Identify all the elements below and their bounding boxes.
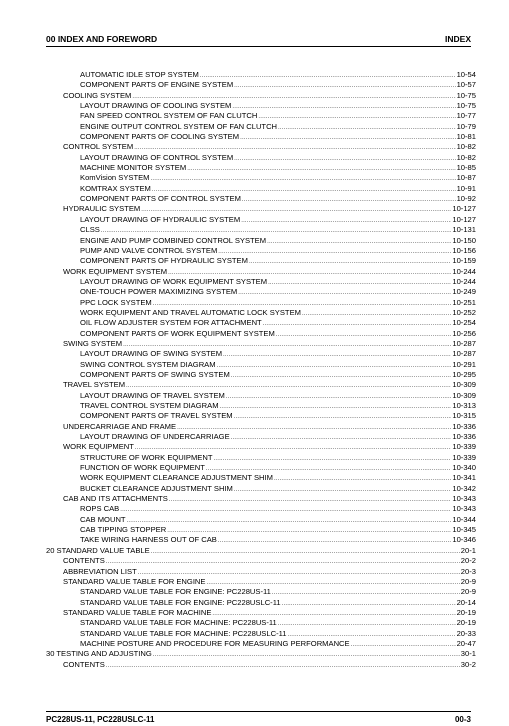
toc-entry-title: 20 STANDARD VALUE TABLE [46, 545, 150, 555]
toc-entry-title: WORK EQUIPMENT CLEARANCE ADJUSTMENT SHIM [80, 473, 273, 483]
toc-entry[interactable] [46, 546, 476, 556]
dot-leader [302, 309, 451, 319]
toc-entry[interactable] [46, 339, 476, 349]
toc-entry[interactable] [46, 577, 476, 587]
toc-entry-page: 10-81 [456, 132, 476, 142]
toc-entry[interactable] [46, 246, 476, 256]
toc-entry-title: WORK EQUIPMENT [63, 442, 134, 452]
dot-leader [263, 319, 452, 329]
toc-entry[interactable] [46, 525, 476, 535]
page-footer [46, 714, 471, 724]
toc-entry-title: HYDRAULIC SYSTEM [63, 204, 141, 214]
toc-entry-title: COMPONENT PARTS OF HYDRAULIC SYSTEM [80, 256, 248, 266]
toc-entry[interactable] [46, 256, 476, 266]
toc-entry-page: 10-291 [452, 359, 476, 369]
toc-entry[interactable] [46, 215, 476, 225]
toc-entry[interactable] [46, 567, 476, 577]
dot-leader [218, 247, 451, 257]
toc-entry-title: COMPONENT PARTS OF WORK EQUIPMENT SYSTEM [80, 328, 275, 338]
toc-entry-page: 20-9 [460, 576, 476, 586]
toc-entry-page: 10-295 [452, 369, 476, 379]
dot-leader [234, 485, 451, 495]
dot-leader [213, 454, 451, 464]
toc-entry-title: LAYOUT DRAWING OF CONTROL SYSTEM [80, 152, 234, 162]
dot-leader [220, 402, 452, 412]
toc-entry[interactable] [46, 142, 476, 152]
toc-entry-title: LAYOUT DRAWING OF HYDRAULIC SYSTEM [80, 214, 241, 224]
toc-entry-title: WORK EQUIPMENT SYSTEM [63, 266, 168, 276]
toc-entry-title: OIL FLOW ADJUSTER SYSTEM FOR ATTACHMENT [80, 318, 262, 328]
toc-entry-title: ENGINE OUTPUT CONTROL SYSTEM OF FAN CLUTCH [80, 121, 278, 131]
toc-entry[interactable] [46, 432, 476, 442]
toc-entry-page: 10-244 [452, 276, 476, 286]
dot-leader [200, 71, 456, 81]
toc-entry[interactable] [46, 173, 476, 183]
dot-leader [282, 599, 456, 609]
toc-entry-page: 10-75 [456, 90, 476, 100]
toc-entry-title: LAYOUT DRAWING OF UNDERCARRIAGE [80, 432, 230, 442]
toc-entry-title: PUMP AND VALVE CONTROL SYSTEM [80, 245, 218, 255]
toc-entry[interactable] [46, 401, 476, 411]
toc-entry-title: STANDARD VALUE TABLE FOR MACHINE: PC228US-11 [80, 618, 277, 628]
toc-entry-title: STANDARD VALUE TABLE FOR ENGINE [63, 576, 206, 586]
toc-entry-title: BUCKET CLEARANCE ADJUSTMENT SHIM [80, 483, 233, 493]
dot-leader [249, 257, 451, 267]
toc-entry[interactable] [46, 618, 476, 628]
toc-entry-page: 10-82 [456, 142, 476, 152]
toc-entry-page: 10-85 [456, 163, 476, 173]
toc-entry[interactable] [46, 194, 476, 204]
dot-leader [272, 588, 460, 598]
toc-entry[interactable] [46, 236, 476, 246]
toc-entry-title: LAYOUT DRAWING OF TRAVEL SYSTEM [80, 390, 225, 400]
header-rule [46, 46, 471, 47]
dot-leader [217, 361, 452, 371]
toc-entry[interactable] [46, 629, 476, 639]
dot-leader [242, 195, 456, 205]
toc-entry-page: 10-287 [452, 349, 476, 359]
toc-entry-title: CAB TIPPING STOPPER [80, 525, 167, 535]
toc-entry-page: 10-340 [452, 463, 476, 473]
toc-entry-title: COOLING SYSTEM [63, 90, 132, 100]
toc-entry-title: CAB MOUNT [80, 514, 126, 524]
toc-entry[interactable] [46, 360, 476, 370]
toc-entry-title: 30 TESTING AND ADJUSTING [46, 649, 152, 659]
toc-entry-page: 10-75 [456, 101, 476, 111]
toc-entry-page: 20-9 [460, 587, 476, 597]
toc-entry-title: SWING CONTROL SYSTEM DIAGRAM [80, 359, 216, 369]
toc-entry[interactable] [46, 349, 476, 359]
dot-leader [351, 640, 456, 650]
dot-leader [226, 392, 451, 402]
toc-entry-page: 10-156 [452, 245, 476, 255]
toc-entry[interactable] [46, 132, 476, 142]
toc-entry-page: 20-33 [456, 628, 476, 638]
toc-entry-page: 20-1 [460, 545, 476, 555]
toc-entry-page: 10-57 [456, 80, 476, 90]
toc-entry-title: FAN SPEED CONTROL SYSTEM OF FAN CLUTCH [80, 111, 258, 121]
toc-entry-page: 10-309 [452, 390, 476, 400]
toc-entry[interactable] [46, 463, 476, 473]
toc-entry-title: LAYOUT DRAWING OF WORK EQUIPMENT SYSTEM [80, 276, 268, 286]
toc-entry[interactable] [46, 370, 476, 380]
toc-entry-title: STANDARD VALUE TABLE FOR ENGINE: PC228USLC-11 [80, 597, 281, 607]
dot-leader [151, 547, 460, 557]
toc-entry-page: 10-87 [456, 173, 476, 183]
toc-entry-title: TAKE WIRING HARNESS OUT OF CAB [80, 535, 217, 545]
toc-entry-page: 10-77 [456, 111, 476, 121]
toc-entry[interactable] [46, 473, 476, 483]
toc-entry-page: 10-91 [456, 183, 476, 193]
dot-leader [120, 505, 451, 515]
toc-entry-page: 20-19 [456, 618, 476, 628]
dot-leader [258, 112, 455, 122]
toc-entry-page: 10-244 [452, 266, 476, 276]
toc-entry-title: TRAVEL CONTROL SYSTEM DIAGRAM [80, 401, 219, 410]
toc-entry-title: COMPONENT PARTS OF COOLING SYSTEM [80, 132, 240, 142]
toc-entry-page: 10-309 [452, 380, 476, 390]
dot-leader [231, 371, 452, 381]
dot-leader [151, 174, 456, 184]
toc-entry-page: 10-344 [452, 514, 476, 524]
toc-entry-title: ONE-TOUCH POWER MAXIMIZING SYSTEM [80, 287, 238, 297]
toc-entry[interactable] [46, 225, 476, 235]
toc-entry-page: 10-79 [456, 121, 476, 131]
toc-entry[interactable] [46, 442, 476, 452]
dot-leader [238, 288, 451, 298]
toc-entry-title: AUTOMATIC IDLE STOP SYSTEM [80, 70, 199, 79]
toc-entry[interactable] [46, 494, 476, 504]
toc-entry[interactable] [46, 422, 476, 432]
toc-entry-title: PPC LOCK SYSTEM [80, 297, 152, 307]
toc-entry-title: STANDARD VALUE TABLE FOR MACHINE: PC228USLC-11 [80, 628, 287, 638]
toc-entry-title: LAYOUT DRAWING OF COOLING SYSTEM [80, 101, 232, 111]
dot-leader [234, 154, 455, 164]
footer-model-label: PC228US-11, PC228USLC-11 [46, 714, 155, 724]
dot-leader [169, 495, 452, 505]
toc-entry-page: 10-131 [452, 225, 476, 235]
toc-entry[interactable] [46, 101, 476, 111]
dot-leader [106, 557, 460, 567]
toc-entry[interactable] [46, 153, 476, 163]
toc-entry-title: COMPONENT PARTS OF ENGINE SYSTEM [80, 80, 234, 90]
header-index-label: INDEX [445, 34, 471, 44]
toc-entry-title: KOMTRAX SYSTEM [80, 183, 151, 193]
dot-leader [234, 412, 452, 422]
toc-entry[interactable] [46, 535, 476, 545]
toc-entry-page: 10-343 [452, 494, 476, 504]
toc-entry-page: 10-254 [452, 318, 476, 328]
dot-leader [278, 619, 456, 629]
toc-entry-title: STANDARD VALUE TABLE FOR ENGINE: PC228US-11 [80, 587, 271, 597]
toc-entry-page: 10-251 [452, 297, 476, 307]
dot-leader [153, 650, 460, 660]
toc-entry[interactable] [46, 329, 476, 339]
toc-entry-page: 10-127 [452, 214, 476, 224]
toc-entry[interactable] [46, 639, 476, 649]
toc-entry-title: MACHINE MONITOR SYSTEM [80, 163, 187, 173]
toc-entry-page: 10-150 [452, 235, 476, 245]
toc-entry-page: 10-256 [452, 328, 476, 338]
toc-entry-title: TRAVEL SYSTEM [63, 380, 126, 390]
toc-entry[interactable] [46, 298, 476, 308]
toc-entry-page: 20-3 [460, 566, 476, 576]
toc-entry-title: KomVision SYSTEM [80, 173, 150, 183]
toc-entry-title: ABBREVIATION LIST [63, 566, 137, 576]
toc-entry[interactable] [46, 649, 476, 659]
toc-entry[interactable] [46, 598, 476, 608]
toc-entry-page: 20-14 [456, 597, 476, 607]
toc-entry-title: ENGINE AND PUMP COMBINED CONTROL SYSTEM [80, 235, 267, 245]
header-section-title: 00 INDEX AND FOREWORD [46, 34, 158, 44]
toc-entry-page: 10-336 [452, 421, 476, 431]
toc-entry[interactable] [46, 267, 476, 277]
toc-entry-title: WORK EQUIPMENT AND TRAVEL AUTOMATIC LOCK SYSTEM [80, 307, 301, 317]
dot-leader [234, 81, 455, 91]
toc-entry[interactable] [46, 184, 476, 194]
toc-entry[interactable] [46, 287, 476, 297]
toc-entry-page: 10-252 [452, 307, 476, 317]
toc-entry-page: 10-315 [452, 411, 476, 421]
dot-leader [187, 164, 455, 174]
dot-leader [127, 516, 452, 526]
toc-entry-page: 10-287 [452, 338, 476, 348]
toc-entry-page: 10-342 [452, 483, 476, 493]
toc-entry-title: LAYOUT DRAWING OF SWING SYSTEM [80, 349, 223, 359]
toc-entry-title: MACHINE POSTURE AND PROCEDURE FOR MEASURING PERFORMANCE [80, 638, 350, 648]
toc-entry-page: 30-1 [460, 649, 476, 659]
dot-leader [241, 216, 451, 226]
toc-entry-title: UNDERCARRIAGE AND FRAME [63, 421, 177, 431]
toc-entry[interactable] [46, 111, 476, 121]
toc-entry-page: 10-159 [452, 256, 476, 266]
toc-entry[interactable] [46, 453, 476, 463]
toc-entry[interactable] [46, 80, 476, 90]
toc-entry-page: 10-341 [452, 473, 476, 483]
toc-entry[interactable] [46, 70, 476, 80]
toc-entry[interactable] [46, 391, 476, 401]
toc-entry-title: CLSS [80, 225, 100, 235]
toc-entry[interactable] [46, 308, 476, 318]
footer-rule [46, 711, 471, 712]
toc-entry-page: 10-249 [452, 287, 476, 297]
toc-entry[interactable] [46, 380, 476, 390]
toc-entry-title: ROPS CAB [80, 504, 120, 514]
toc-entry-title: CONTROL SYSTEM [63, 142, 134, 152]
toc-entry-page: 10-92 [456, 194, 476, 204]
dot-leader [276, 330, 452, 340]
toc-entry[interactable] [46, 204, 476, 214]
toc-entry[interactable] [46, 504, 476, 514]
toc-entry[interactable] [46, 608, 476, 618]
toc-entry[interactable] [46, 587, 476, 597]
toc-entry-page: 10-313 [452, 401, 476, 410]
dot-leader [278, 123, 456, 133]
dot-leader [268, 278, 451, 288]
dot-leader [267, 237, 451, 247]
dot-leader [274, 474, 451, 484]
toc-entry-page: 10-82 [456, 152, 476, 162]
dot-leader [223, 350, 451, 360]
toc-entry-title: COMPONENT PARTS OF CONTROL SYSTEM [80, 194, 241, 204]
toc-entry-page: 10-336 [452, 432, 476, 442]
toc-entry-title: STANDARD VALUE TABLE FOR MACHINE [63, 607, 212, 617]
toc-entry-page: 10-127 [452, 204, 476, 214]
toc-entry-page: 20-47 [456, 638, 476, 648]
dot-leader [232, 102, 455, 112]
toc-entry-title: CONTENTS [63, 659, 105, 669]
toc-entry[interactable] [46, 122, 476, 132]
toc-entry[interactable] [46, 91, 476, 101]
toc-entry-page: 10-339 [452, 452, 476, 462]
footer-page-number: 00-3 [454, 714, 471, 724]
toc-entry-page: 10-339 [452, 442, 476, 452]
toc-entry[interactable] [46, 411, 476, 421]
toc-entry-title: SWING SYSTEM [63, 338, 123, 348]
toc-entry[interactable] [46, 556, 476, 566]
toc-entry-title: CAB AND ITS ATTACHMENTS [63, 494, 168, 504]
toc-entry-page: 20-19 [456, 607, 476, 617]
toc-entry-page: 30-2 [460, 659, 476, 669]
toc-entry-page: 20-2 [460, 556, 476, 566]
dot-leader [106, 661, 460, 671]
toc-entry[interactable] [46, 318, 476, 328]
toc-entry-title: COMPONENT PARTS OF TRAVEL SYSTEM [80, 411, 233, 421]
toc-entry-title: FUNCTION OF WORK EQUIPMENT [80, 463, 205, 473]
toc-entry-title: STRUCTURE OF WORK EQUIPMENT [80, 452, 213, 462]
toc-entry[interactable] [46, 660, 476, 670]
table-of-contents [46, 70, 476, 670]
toc-entry-page: 10-343 [452, 504, 476, 514]
toc-entry-title: CONTENTS [63, 556, 105, 566]
toc-entry[interactable] [46, 515, 476, 525]
toc-entry[interactable] [46, 163, 476, 173]
dot-leader [240, 133, 455, 143]
toc-entry-page: 10-345 [452, 525, 476, 535]
toc-entry[interactable] [46, 277, 476, 287]
page-header [46, 30, 471, 44]
toc-entry[interactable] [46, 484, 476, 494]
toc-entry-title: COMPONENT PARTS OF SWING SYSTEM [80, 369, 230, 379]
toc-entry-page: 10-54 [456, 70, 476, 79]
dot-leader [231, 433, 452, 443]
dot-leader [218, 536, 452, 546]
toc-entry-page: 10-346 [452, 535, 476, 545]
